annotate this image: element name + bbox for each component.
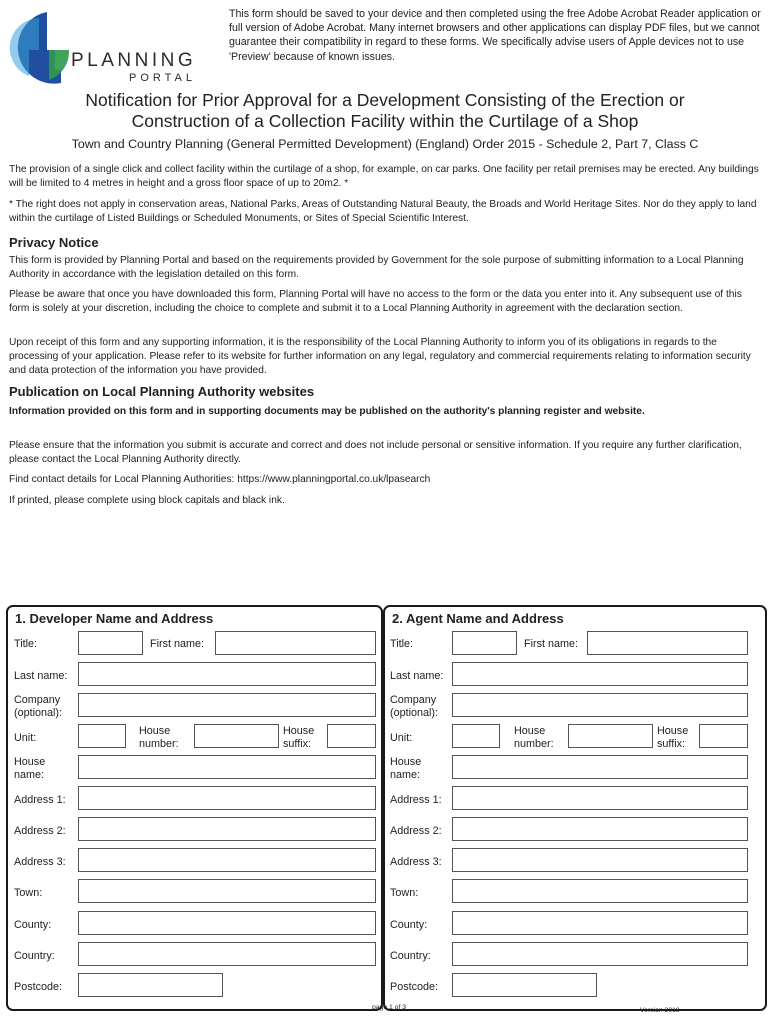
dev-address3-input[interactable] xyxy=(78,848,376,872)
developer-panel-title: 1. Developer Name and Address xyxy=(15,611,214,626)
agent-address2-input[interactable] xyxy=(452,817,748,841)
logo-word-planning: PLANNING xyxy=(71,50,197,71)
agent-county-input[interactable] xyxy=(452,911,748,935)
intro-paragraph: The provision of a single click and collect facility within the curtilage of a shop, for example, on car parks. One facility per retail premises may be erected. Any buildings will be limited to 4 metres in height and a gross floor space of up to 20m2. * xyxy=(9,164,759,189)
dev-house-name-input[interactable] xyxy=(78,755,376,779)
dev-first-name-label: First name: xyxy=(150,638,204,650)
dev-unit-input[interactable] xyxy=(78,724,126,748)
form-title-line2: Construction of a Collection Facility within the Curtilage of a Shop xyxy=(131,111,639,131)
publication-heading: Publication on Local Planning Authority websites xyxy=(9,384,315,399)
agent-house-name-input[interactable] xyxy=(452,755,748,779)
dev-address2-label: Address 2: xyxy=(14,825,66,837)
dev-postcode-label: Postcode: xyxy=(14,981,63,993)
agent-county-label: County: xyxy=(390,919,428,931)
dev-postcode-input[interactable] xyxy=(78,973,223,997)
form-title-line1: Notification for Prior Approval for a Development Consisting of the Erection or xyxy=(85,90,685,110)
agent-title-input[interactable] xyxy=(452,631,517,655)
dev-house-suffix-input[interactable] xyxy=(327,724,376,748)
agent-last-name-label: Last name: xyxy=(390,670,444,682)
agent-postcode-label: Postcode: xyxy=(390,981,439,993)
dev-address3-label: Address 3: xyxy=(14,856,66,868)
print-instructions: If printed, please complete using block capitals and black ink. xyxy=(9,495,285,506)
form-subtitle: Town and Country Planning (General Permitted Development) (England) Order 2015 - Schedule 2, Part 7, Class C xyxy=(71,137,699,151)
dev-unit-label: Unit: xyxy=(14,732,37,744)
lpa-contact-details: Find contact details for Local Planning Authorities: https://www.planningportal.co.uk/lpasearch xyxy=(9,474,431,485)
agent-address1-input[interactable] xyxy=(452,786,748,810)
agent-unit-input[interactable] xyxy=(452,724,500,748)
dev-company-input[interactable] xyxy=(78,693,376,717)
dev-house-name-label: House name: xyxy=(14,756,46,781)
agent-panel-title: 2. Agent Name and Address xyxy=(392,611,564,626)
dev-house-suffix-label: House suffix: xyxy=(283,725,315,750)
planning-portal-logo xyxy=(9,10,209,88)
dev-address2-input[interactable] xyxy=(78,817,376,841)
agent-address1-label: Address 1: xyxy=(390,794,442,806)
privacy-paragraph-3: Upon receipt of this form and any supporting information, it is the responsibility of the Local Planning Authority to inform you of its obligations in regards to the processing of your application. Please refer to its website for further information on any legal, regulatory and commercial requirements relating to information security and data protection of the information you have provided. xyxy=(9,337,751,376)
agent-last-name-input[interactable] xyxy=(452,662,748,686)
developer-panel xyxy=(6,605,383,1011)
dev-address1-input[interactable] xyxy=(78,786,376,810)
dev-last-name-input[interactable] xyxy=(78,662,376,686)
privacy-heading: Privacy Notice xyxy=(9,235,99,250)
agent-town-label: Town: xyxy=(390,887,419,899)
agent-company-label: Company (optional): xyxy=(390,694,439,719)
agent-company-input[interactable] xyxy=(452,693,748,717)
dev-first-name-input[interactable] xyxy=(215,631,376,655)
dev-last-name-label: Last name: xyxy=(14,670,68,682)
agent-postcode-input[interactable] xyxy=(452,973,597,997)
dev-county-input[interactable] xyxy=(78,911,376,935)
page-number: page 1 of 3 xyxy=(372,1004,407,1011)
agent-house-name-label: House name: xyxy=(390,756,422,781)
publication-paragraph-1: Please ensure that the information you submit is accurate and correct and does not include personal or sensitive information. If you require any further clarification, please contact the Local Planning Authority directly. xyxy=(9,440,742,465)
version-label: Version 2018 xyxy=(640,1007,680,1014)
agent-address3-label: Address 3: xyxy=(390,856,442,868)
dev-county-label: County: xyxy=(14,919,52,931)
dev-town-input[interactable] xyxy=(78,879,376,903)
logo-emblem-icon xyxy=(9,10,79,88)
dev-title-label: Title: xyxy=(14,638,37,650)
agent-house-number-input[interactable] xyxy=(568,724,653,748)
agent-address3-input[interactable] xyxy=(452,848,748,872)
privacy-paragraph-1: This form is provided by Planning Portal and based on the requirements provided by Government for the sole purpose of submitting information to a Local Planning Authority in accordance with the legislation detailed on this form. xyxy=(9,255,744,280)
agent-first-name-label: First name: xyxy=(524,638,578,650)
agent-country-input[interactable] xyxy=(452,942,748,966)
agent-country-label: Country: xyxy=(390,950,431,962)
agent-address2-label: Address 2: xyxy=(390,825,442,837)
agent-house-suffix-input[interactable] xyxy=(699,724,748,748)
dev-address1-label: Address 1: xyxy=(14,794,66,806)
logo-word-portal: PORTAL xyxy=(129,72,196,84)
agent-first-name-input[interactable] xyxy=(587,631,748,655)
agent-title-label: Title: xyxy=(390,638,413,650)
agent-town-input[interactable] xyxy=(452,879,748,903)
agent-house-number-label: House number: xyxy=(514,725,554,750)
dev-title-input[interactable] xyxy=(78,631,143,655)
dev-company-label: Company (optional): xyxy=(14,694,63,719)
agent-panel xyxy=(383,605,767,1011)
dev-house-number-input[interactable] xyxy=(194,724,279,748)
dev-country-input[interactable] xyxy=(78,942,376,966)
form-title xyxy=(0,90,770,132)
intro-footnote: * The right does not apply in conservation areas, National Parks, Areas of Outstanding Natural Beauty, the Broads and World Heritage Sites. Nor do they apply to land within the curtilage of Listed Buildings or Scheduled Monuments, or Sites of Special Scientific Interest. xyxy=(9,199,757,224)
privacy-paragraph-2: Please be aware that once you have downloaded this form, Planning Portal will have no access to the form or the data you enter into it. Any subsequent use of this form is solely at your discretion, including the choice to complete and submit it to a Local Planning Authority in agreement with the declaration section. xyxy=(9,289,742,314)
dev-country-label: Country: xyxy=(14,950,55,962)
dev-house-number-label: House number: xyxy=(139,725,179,750)
dev-town-label: Town: xyxy=(14,887,43,899)
software-disclaimer: This form should be saved to your device and then completed using the free Adobe Acrobat Reader application or full version of Adobe Acrobat. Many internet browsers and other applications can display PDF files, but we cannot guarantee their compatibility in regard to these forms. We specifically advise users of Apple devices not to use 'Preview' because of known issues. xyxy=(229,8,761,63)
agent-house-suffix-label: House suffix: xyxy=(657,725,689,750)
agent-unit-label: Unit: xyxy=(390,732,413,744)
publication-notice: Information provided on this form and in supporting documents may be published on the authority's planning register and website. xyxy=(9,406,645,417)
